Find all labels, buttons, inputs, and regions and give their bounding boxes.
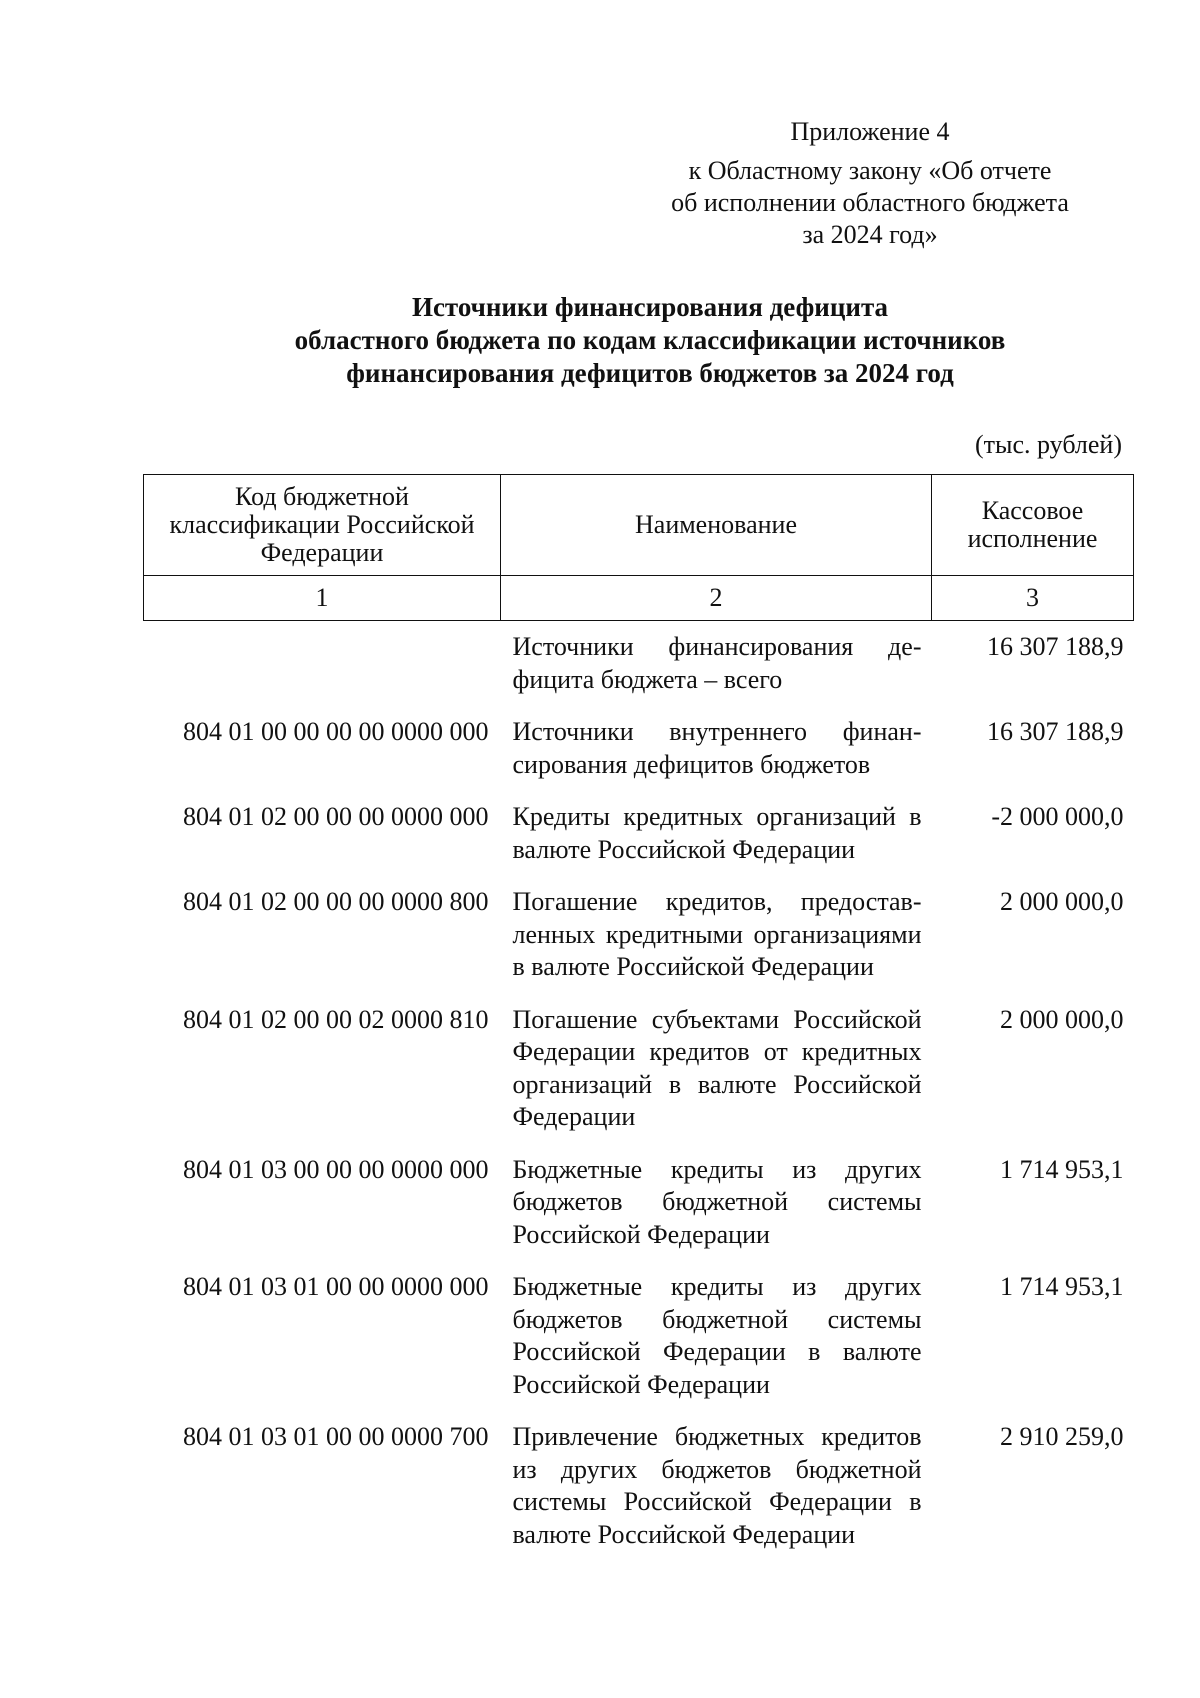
budget-code: 804 01 02 00 00 02 0000 810 [183, 1004, 489, 1034]
column-number-row [144, 576, 1134, 621]
budget-code: 804 01 02 00 00 00 0000 000 [183, 802, 489, 831]
table-row [144, 621, 1134, 705]
units-label: (тыс. рублей) [974, 430, 1122, 459]
source-name: Бюджетные кредиты из других бюджетов бюджетной системы Российской Федерации [512, 1154, 922, 1249]
table-header-row [144, 475, 1134, 576]
source-name: Бюджетные кредиты из других бюджетов бюджетной системы Российской Федерации в валюте Российской Федерации [512, 1272, 922, 1399]
source-name: Погашение кредитов, предоставленных кредитными организациями в валюте Российской Федерации [512, 887, 922, 981]
cash-execution-amount: 1 714 953,1 [1000, 1272, 1124, 1301]
cash-execution-amount: 16 307 188,9 [987, 632, 1124, 661]
cash-execution-amount: 16 307 188,9 [987, 717, 1124, 746]
budget-code: 804 01 02 00 00 00 0000 800 [183, 887, 489, 916]
budget-code: 804 01 03 01 00 00 0000 700 [183, 1422, 489, 1451]
source-name: Источники внутреннего финансирования дефицитов бюджетов [512, 717, 922, 779]
table-row [144, 1142, 1134, 1260]
table-row [144, 992, 1134, 1142]
table-row [144, 704, 1134, 789]
cash-execution-amount: 2 000 000,0 [1000, 1004, 1124, 1034]
column-number: 2 [501, 576, 932, 621]
document-title [140, 291, 1160, 390]
header-name: Наименование [501, 475, 932, 576]
table-row [144, 874, 1134, 992]
budget-code: 804 01 00 00 00 00 0000 000 [183, 717, 489, 746]
table-row [144, 789, 1134, 874]
source-name: Привлечение бюджетных кредитов из других бюджетов бюджетной системы Российской Федерации в валюте Российской Федерации [512, 1422, 922, 1549]
appendix-reference-line: за 2024 год» [802, 220, 938, 249]
column-number: 3 [932, 576, 1134, 621]
financing-sources-table [143, 474, 1134, 1559]
budget-code [144, 621, 501, 705]
budget-code: 804 01 03 00 00 00 0000 000 [183, 1154, 489, 1184]
appendix-reference-line: к Областному закону «Об отчете [688, 156, 1052, 185]
header-code: Код бюджетной классификации Российской Федерации [144, 475, 501, 576]
source-name: Кредиты кредитных организаций в валюте Российской Федерации [512, 802, 922, 864]
document-title-line: областного бюджета по кодам классификации источников [294, 325, 1006, 355]
table-row [144, 1259, 1134, 1409]
cash-execution-amount: -2 000 000,0 [991, 802, 1124, 831]
cash-execution-amount: 2 910 259,0 [1000, 1422, 1124, 1451]
cash-execution-amount: 2 000 000,0 [1000, 887, 1124, 916]
budget-code: 804 01 03 01 00 00 0000 000 [183, 1272, 489, 1301]
appendix-reference [640, 155, 1100, 251]
appendix-title: Приложение 4 [790, 117, 950, 146]
cash-execution-amount: 1 714 953,1 [1000, 1154, 1124, 1184]
source-name: Погашение субъектами Российской Федерации кредитов от кредитных организаций в валюте Российской Федерации [512, 1004, 922, 1131]
document-title-line: финансирования дефицитов бюджетов за 2024 год [346, 358, 954, 388]
document-title-line: Источники финансирования дефицита [411, 292, 889, 322]
table-row [144, 1409, 1134, 1559]
appendix-reference-line: об исполнении областного бюджета [671, 188, 1069, 217]
source-name: Источники финансирования дефицита бюджета – всего [512, 632, 922, 694]
column-number: 1 [144, 576, 501, 621]
header-amount: Кассовое исполнение [932, 475, 1134, 576]
